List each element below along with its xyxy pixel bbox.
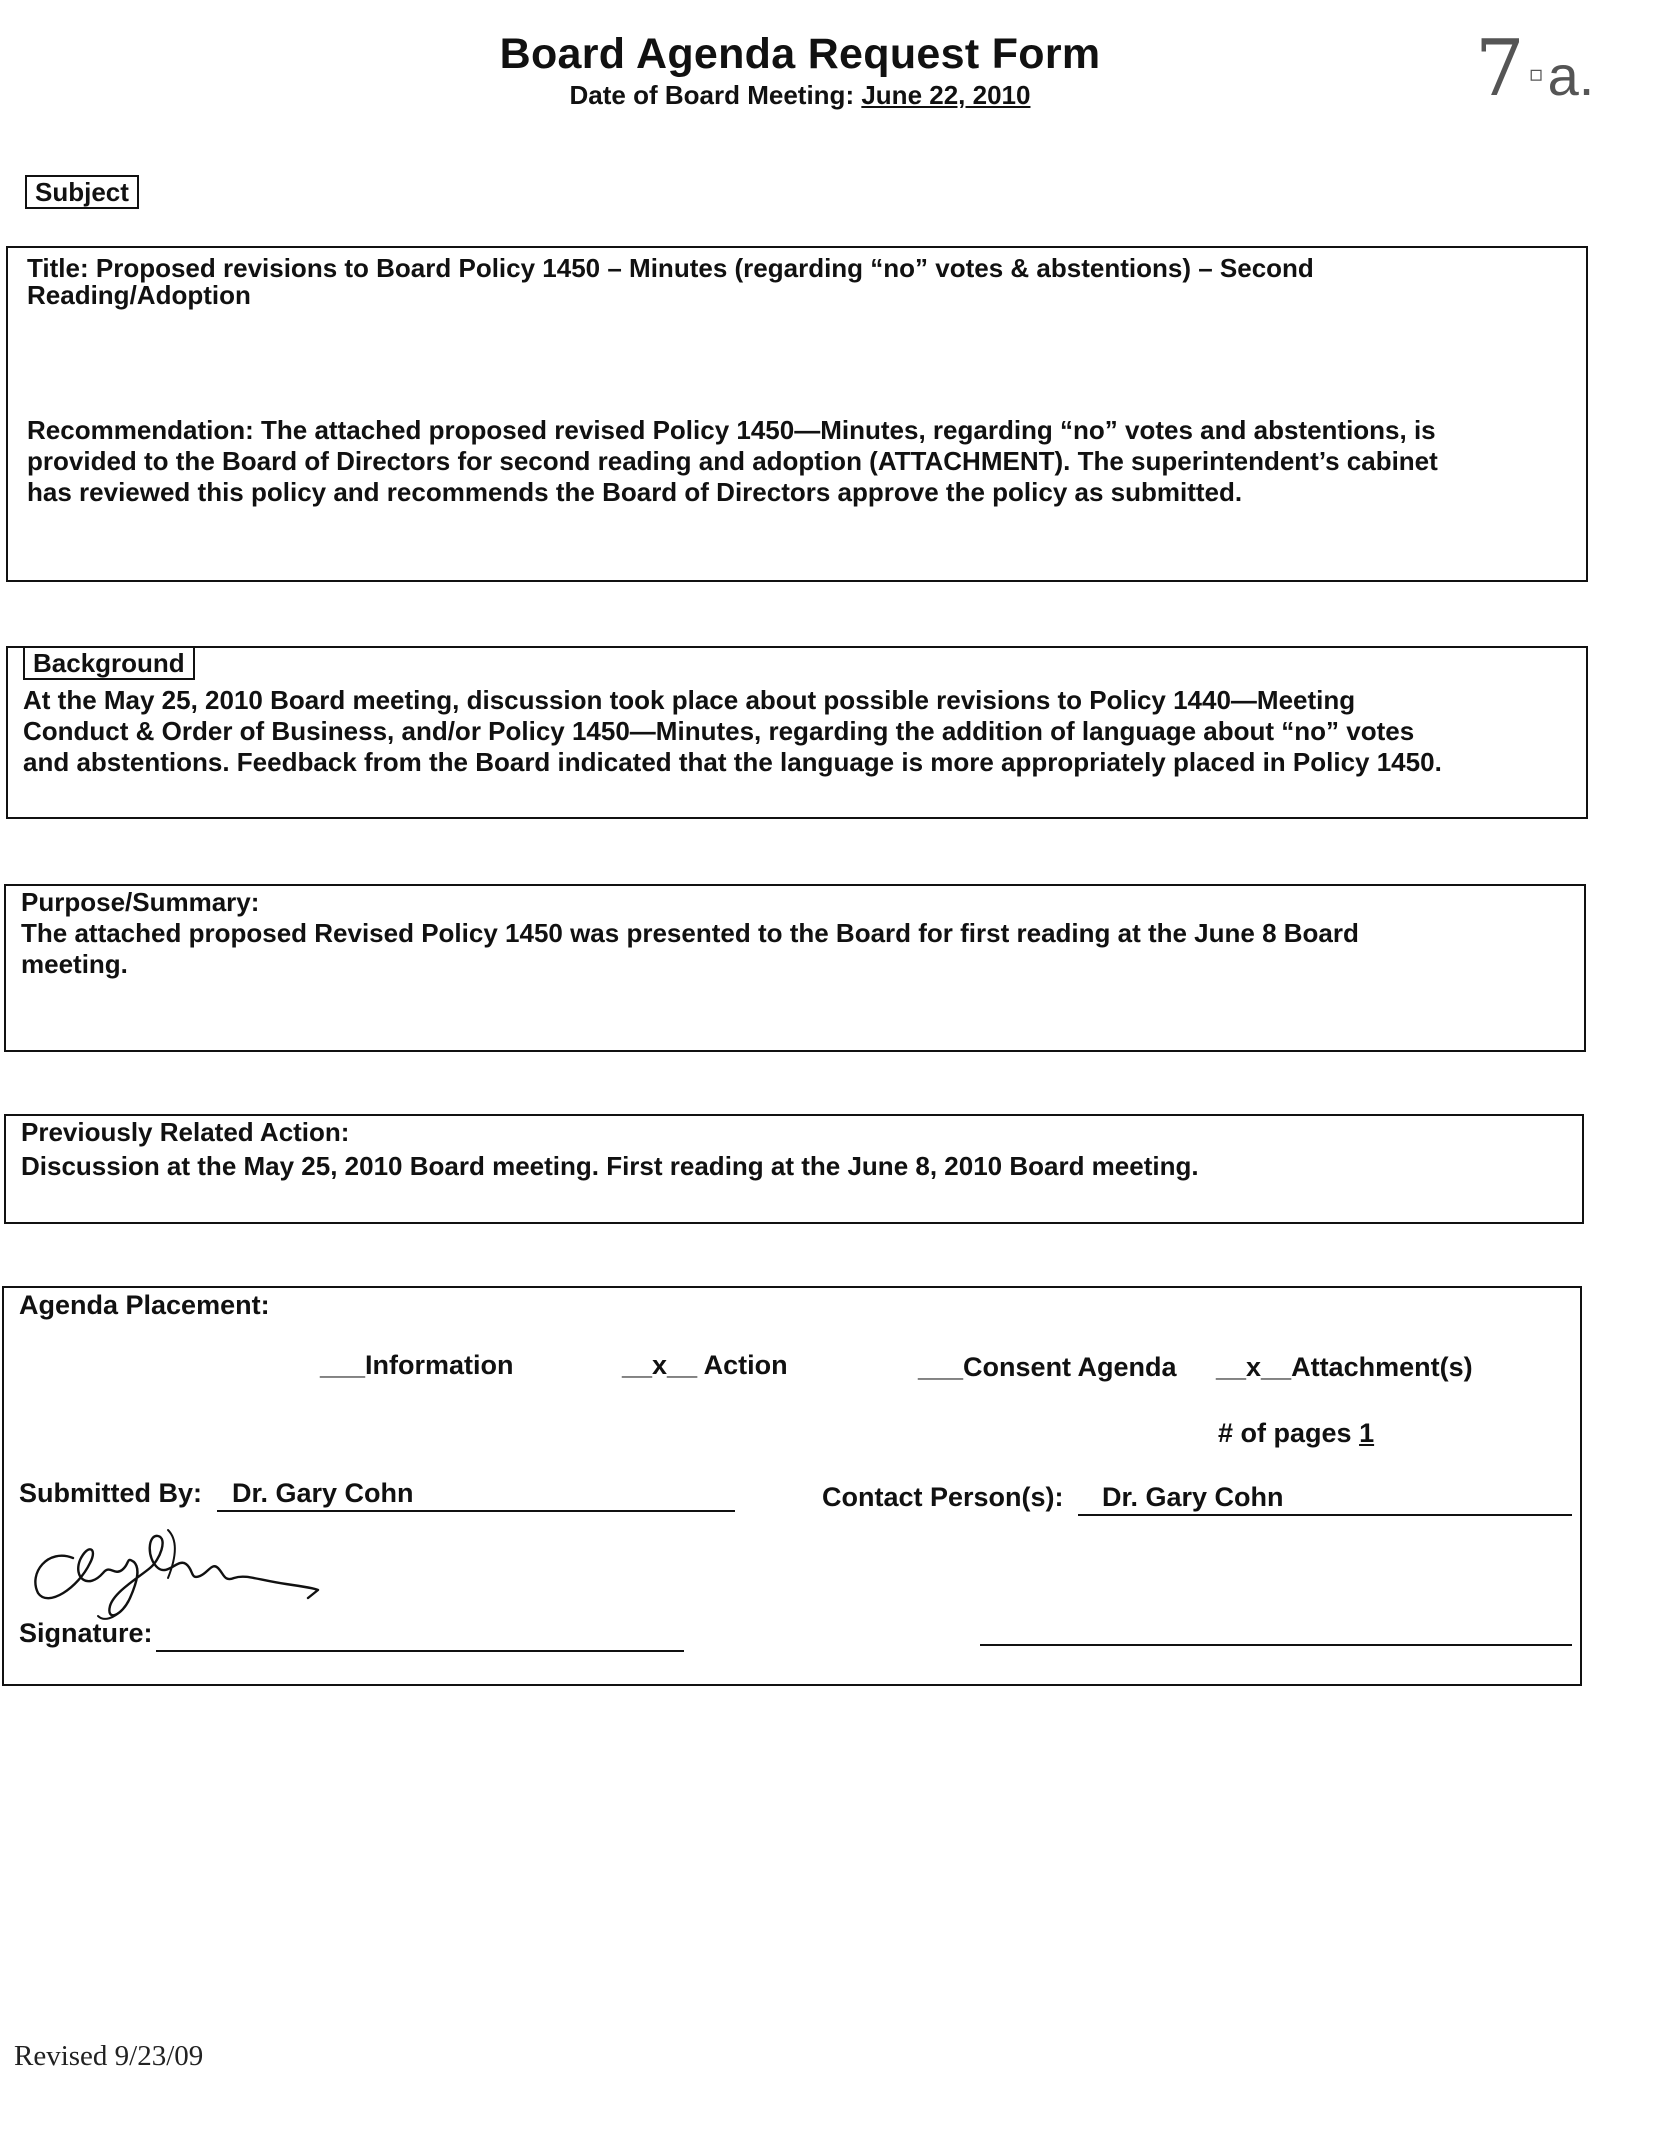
submitted-by-value[interactable]: Dr. Gary Cohn: [232, 1478, 414, 1508]
agenda-placement-label: Agenda Placement:: [19, 1290, 270, 1320]
signature-underline[interactable]: [156, 1650, 684, 1652]
form-title: Board Agenda Request Form: [499, 30, 1101, 78]
background-line2: Conduct & Order of Business, and/or Policy 1450—Minutes, regarding the addition of language about “no” votes: [23, 716, 1415, 746]
subject-title-line2: Reading/Adoption: [27, 280, 251, 310]
pages-label: # of pages: [1218, 1418, 1352, 1448]
handwritten-number: 7: [1475, 24, 1525, 114]
contact-person-label: Contact Person(s):: [822, 1482, 1064, 1512]
information-option[interactable]: ___Information: [320, 1350, 514, 1380]
submitted-by-label: Submitted By:: [19, 1478, 203, 1508]
purpose-line2: meeting.: [21, 949, 128, 979]
pages-value: 1: [1359, 1418, 1375, 1448]
revised-date: Revised 9/23/09: [14, 2040, 204, 2072]
recommendation-line2: provided to the Board of Directors for second reading and adoption (ATTACHMENT). The superintendent’s cabinet: [27, 446, 1438, 476]
subject-box: [6, 246, 1588, 582]
purpose-label: Purpose/Summary:: [21, 887, 260, 917]
attachments-option[interactable]: __x__Attachment(s): [1216, 1352, 1473, 1382]
purpose-box: [4, 884, 1586, 1052]
agenda-placement-box: [2, 1286, 1582, 1686]
recommendation-line1: Recommendation: The attached proposed revised Policy 1450—Minutes, regarding “no” votes and abstentions, is: [27, 415, 1436, 445]
previous-action-line1: Discussion at the May 25, 2010 Board meeting. First reading at the June 8, 2010 Board meeting.: [21, 1151, 1199, 1181]
meeting-date-label: Date of Board Meeting:: [569, 80, 855, 110]
handwritten-signature: [18, 1518, 338, 1628]
recommendation-line3: has reviewed this policy and recommends the Board of Directors approve the policy as submitted.: [27, 477, 1243, 507]
purpose-line1: The attached proposed Revised Policy 1450 was presented to the Board for first reading at the June 8 Board: [21, 918, 1359, 948]
handwritten-letter: a.: [1547, 44, 1595, 107]
previous-action-box: [4, 1114, 1584, 1224]
handwritten-separator: ▫: [1528, 62, 1544, 87]
contact-person-underline: [1078, 1514, 1572, 1516]
submitted-by-underline: [217, 1510, 735, 1512]
pages-count: [1218, 1418, 1374, 1449]
signature-label: Signature:: [19, 1618, 153, 1648]
handwritten-item-number: [1475, 24, 1594, 114]
background-line1: At the May 25, 2010 Board meeting, discussion took place about possible revisions to Policy 1440—Meeting: [23, 685, 1356, 715]
contact-person-value[interactable]: Dr. Gary Cohn: [1102, 1482, 1284, 1512]
subject-label: Subject: [25, 175, 139, 209]
background-line3: and abstentions. Feedback from the Board indicated that the language is more appropriately placed in Policy 1450.: [23, 747, 1442, 777]
meeting-date-value: June 22, 2010: [861, 80, 1031, 110]
contact-signature-underline[interactable]: [980, 1644, 1572, 1646]
subject-title-line1: Title: Proposed revisions to Board Policy 1450 – Minutes (regarding “no” votes & abstentions) – Second: [27, 253, 1314, 283]
background-label: Background: [23, 646, 195, 680]
previous-action-label: Previously Related Action:: [21, 1117, 350, 1147]
background-box: [6, 646, 1588, 819]
consent-agenda-option[interactable]: ___Consent Agenda: [918, 1352, 1177, 1382]
meeting-date-line: [0, 80, 1600, 111]
action-option[interactable]: __x__ Action: [622, 1350, 788, 1380]
